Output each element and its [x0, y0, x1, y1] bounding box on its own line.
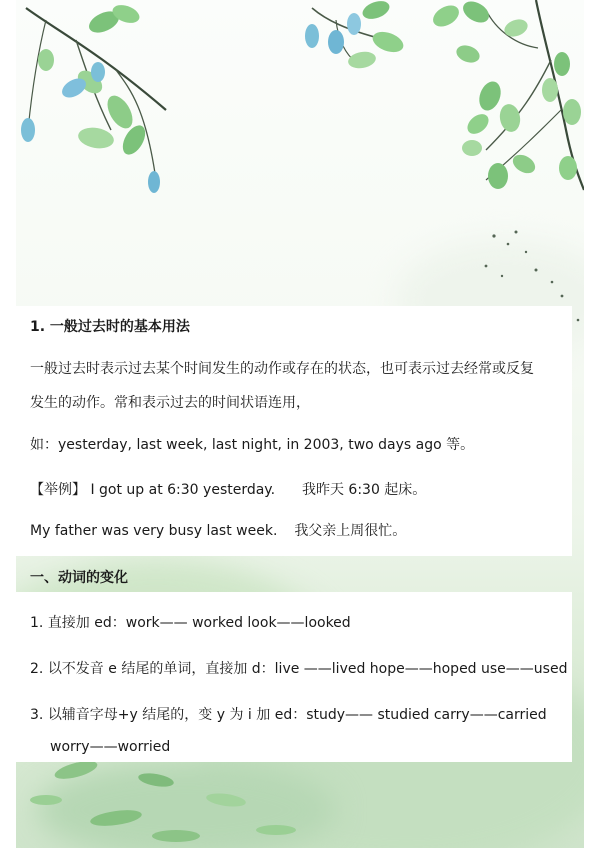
rule-text: 以辅音字母+y 结尾的，变 y 为 i 加 ed：study—— studied carry——carried [47, 707, 547, 723]
example-english: My father was very busy last week. [30, 523, 278, 539]
example-sentence-2 [30, 522, 406, 540]
bottom-leaves [30, 758, 296, 842]
example-chinese: 我昨天 6:30 起床。 [301, 482, 427, 498]
section1-heading: 1. 一般过去时的基本用法 [30, 319, 190, 335]
middle-branch [305, 0, 406, 70]
section2-heading: 一、动词的变化 [30, 570, 128, 586]
example-chinese: 我父亲上周很忙。 [294, 523, 407, 539]
rule-text: 以不发音 e 结尾的单词，直接加 d：live ——lived hope——hoped use——used [47, 661, 568, 677]
rule-number: 3. [30, 707, 44, 723]
section1-panel [16, 306, 572, 556]
rule-item [30, 660, 567, 678]
example-english: I got up at 6:30 yesterday. [90, 482, 276, 498]
rule-item [30, 706, 547, 724]
example-tag: 【举例】 [30, 482, 86, 498]
left-branch [21, 2, 166, 193]
paragraph-line: 发生的动作。常和表示过去的时间状语连用， [30, 395, 310, 411]
rule-number: 1. [30, 615, 44, 631]
rule-continuation: worry——worried [50, 739, 171, 755]
paragraph-line: 一般过去时表示过去某个时间发生的动作或存在的状态，也可表示过去经常或反复 [30, 361, 534, 377]
rule-number: 2. [30, 661, 44, 677]
right-branch [429, 0, 584, 190]
example-time-words: 如：yesterday, last week, last night, in 2003, two days ago 等。 [30, 437, 475, 453]
rule-text: 直接加 ed：work—— worked look——looked [47, 615, 351, 631]
example-sentence-1 [30, 481, 426, 499]
rule-item [30, 614, 351, 632]
